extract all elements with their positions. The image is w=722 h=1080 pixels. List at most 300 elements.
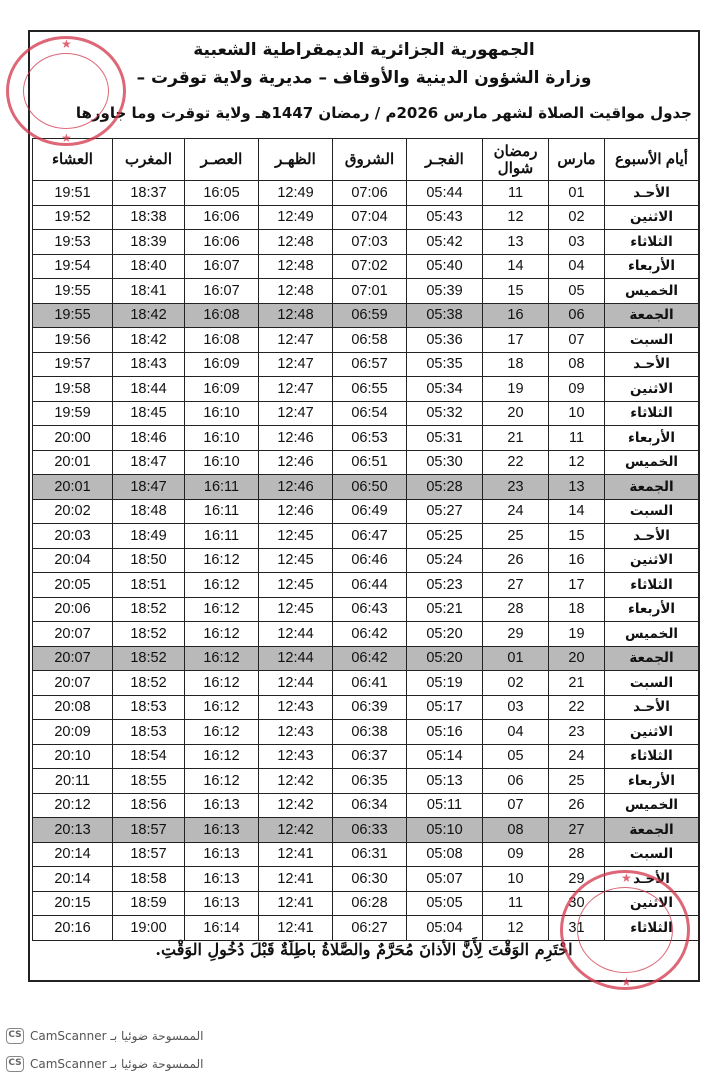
cell-shuruq: 06:50: [333, 475, 407, 500]
cell-maghrib: 18:49: [113, 524, 185, 549]
cell-march: 03: [549, 230, 605, 255]
cell-shuruq: 06:31: [333, 842, 407, 867]
camscanner-watermark-2: [0, 1054, 240, 1076]
cell-asr: 16:13: [185, 867, 259, 892]
header-maghrib: المغرب: [113, 139, 185, 181]
cell-maghrib: 18:42: [113, 303, 185, 328]
cell-day: الخميس: [605, 450, 699, 475]
table-row: [33, 303, 699, 328]
table-row: [33, 328, 699, 353]
cell-march: 07: [549, 328, 605, 353]
cell-shuruq: 06:53: [333, 426, 407, 451]
cell-dhuhr: 12:46: [259, 475, 333, 500]
cell-hijri: 25: [483, 524, 549, 549]
cell-day: الثلاثاء: [605, 230, 699, 255]
cell-asr: 16:07: [185, 254, 259, 279]
cell-fajr: 05:20: [407, 622, 483, 647]
cell-day: السبت: [605, 842, 699, 867]
cell-dhuhr: 12:47: [259, 401, 333, 426]
table-row: [33, 842, 699, 867]
cell-fajr: 05:19: [407, 671, 483, 696]
cell-maghrib: 19:00: [113, 916, 185, 941]
cell-march: 21: [549, 671, 605, 696]
cell-hijri: 20: [483, 401, 549, 426]
cell-shuruq: 06:28: [333, 891, 407, 916]
table-row: [33, 230, 699, 255]
cell-fajr: 05:20: [407, 646, 483, 671]
cell-march: 18: [549, 597, 605, 622]
cell-dhuhr: 12:44: [259, 646, 333, 671]
cell-maghrib: 18:54: [113, 744, 185, 769]
cell-isha: 20:00: [33, 426, 113, 451]
header-asr: العصـر: [185, 139, 259, 181]
cell-dhuhr: 12:41: [259, 842, 333, 867]
cell-maghrib: 18:45: [113, 401, 185, 426]
cell-isha: 19:54: [33, 254, 113, 279]
cell-maghrib: 18:52: [113, 671, 185, 696]
table-row: [33, 475, 699, 500]
cell-maghrib: 18:44: [113, 377, 185, 402]
cell-asr: 16:13: [185, 891, 259, 916]
cell-march: 14: [549, 499, 605, 524]
cell-asr: 16:12: [185, 646, 259, 671]
cell-day: الأربعاء: [605, 426, 699, 451]
cell-dhuhr: 12:45: [259, 548, 333, 573]
cell-maghrib: 18:53: [113, 695, 185, 720]
cell-shuruq: 07:06: [333, 181, 407, 206]
cell-asr: 16:12: [185, 548, 259, 573]
table-row: [33, 622, 699, 647]
cell-fajr: 05:39: [407, 279, 483, 304]
cell-fajr: 05:23: [407, 573, 483, 598]
cell-shuruq: 06:39: [333, 695, 407, 720]
cell-asr: 16:07: [185, 279, 259, 304]
header-fajr: الفجـر: [407, 139, 483, 181]
cell-isha: 20:08: [33, 695, 113, 720]
cell-maghrib: 18:46: [113, 426, 185, 451]
footer-note: احْتَرِم الوَقْتَ لِأَنَّ الأذانَ مُحَرَّمٌ والصَّلاةُ باطِلَةٌ قَبْلَ دُخُولِ الوَقْتِ.: [155, 940, 573, 959]
cell-asr: 16:11: [185, 499, 259, 524]
cell-fajr: 05:44: [407, 181, 483, 206]
cell-isha: 20:07: [33, 622, 113, 647]
cell-fajr: 05:11: [407, 793, 483, 818]
cell-fajr: 05:28: [407, 475, 483, 500]
cell-dhuhr: 12:48: [259, 230, 333, 255]
cell-maghrib: 18:47: [113, 450, 185, 475]
cell-hijri: 24: [483, 499, 549, 524]
cell-march: 13: [549, 475, 605, 500]
cell-dhuhr: 12:45: [259, 524, 333, 549]
cell-maghrib: 18:59: [113, 891, 185, 916]
cell-asr: 16:09: [185, 377, 259, 402]
cell-fajr: 05:07: [407, 867, 483, 892]
cell-shuruq: 06:44: [333, 573, 407, 598]
cell-asr: 16:10: [185, 450, 259, 475]
cell-march: 26: [549, 793, 605, 818]
cell-hijri: 03: [483, 695, 549, 720]
cell-shuruq: 06:27: [333, 916, 407, 941]
cell-fajr: 05:13: [407, 769, 483, 794]
camscanner-logo-icon: CS: [6, 1056, 24, 1072]
cell-hijri: 22: [483, 450, 549, 475]
cell-day: الأربعاء: [605, 597, 699, 622]
cell-march: 02: [549, 205, 605, 230]
cell-dhuhr: 12:41: [259, 867, 333, 892]
cell-shuruq: 06:59: [333, 303, 407, 328]
cell-dhuhr: 12:46: [259, 426, 333, 451]
cell-isha: 20:01: [33, 475, 113, 500]
cell-day: الأحـد: [605, 181, 699, 206]
cell-march: 09: [549, 377, 605, 402]
cell-hijri: 21: [483, 426, 549, 451]
header-isha: العشاء: [33, 139, 113, 181]
cell-hijri: 18: [483, 352, 549, 377]
cell-maghrib: 18:39: [113, 230, 185, 255]
cell-day: الاثنين: [605, 720, 699, 745]
cell-shuruq: 06:43: [333, 597, 407, 622]
cell-isha: 20:13: [33, 818, 113, 843]
cell-hijri: 27: [483, 573, 549, 598]
cell-shuruq: 07:03: [333, 230, 407, 255]
cell-fajr: 05:16: [407, 720, 483, 745]
cell-maghrib: 18:47: [113, 475, 185, 500]
cell-day: الجمعة: [605, 475, 699, 500]
cell-maghrib: 18:50: [113, 548, 185, 573]
cell-fajr: 05:10: [407, 818, 483, 843]
cell-isha: 20:15: [33, 891, 113, 916]
cell-dhuhr: 12:49: [259, 181, 333, 206]
cell-march: 28: [549, 842, 605, 867]
cell-asr: 16:13: [185, 842, 259, 867]
cell-isha: 19:53: [33, 230, 113, 255]
cell-hijri: 14: [483, 254, 549, 279]
cell-shuruq: 06:42: [333, 622, 407, 647]
cell-day: الاثنين: [605, 205, 699, 230]
cell-march: 04: [549, 254, 605, 279]
cell-hijri: 28: [483, 597, 549, 622]
cell-hijri: 15: [483, 279, 549, 304]
cell-isha: 20:11: [33, 769, 113, 794]
cell-day: الأحـد: [605, 352, 699, 377]
cell-hijri: 02: [483, 671, 549, 696]
cell-hijri: 11: [483, 181, 549, 206]
cell-dhuhr: 12:46: [259, 450, 333, 475]
cell-isha: 20:16: [33, 916, 113, 941]
cell-fajr: 05:43: [407, 205, 483, 230]
cell-fajr: 05:35: [407, 352, 483, 377]
cell-march: 10: [549, 401, 605, 426]
cell-shuruq: 07:01: [333, 279, 407, 304]
cell-asr: 16:13: [185, 793, 259, 818]
cell-isha: 20:12: [33, 793, 113, 818]
cell-hijri: 08: [483, 818, 549, 843]
cell-isha: 19:58: [33, 377, 113, 402]
cell-march: 12: [549, 450, 605, 475]
cell-shuruq: 07:02: [333, 254, 407, 279]
header-hijri: رمضان شوال: [483, 139, 549, 181]
table-row: [33, 450, 699, 475]
cell-dhuhr: 12:42: [259, 793, 333, 818]
table-row: [33, 181, 699, 206]
cell-shuruq: 06:46: [333, 548, 407, 573]
cell-asr: 16:12: [185, 597, 259, 622]
table-row: [33, 352, 699, 377]
cell-maghrib: 18:38: [113, 205, 185, 230]
cell-fajr: 05:42: [407, 230, 483, 255]
cell-fajr: 05:36: [407, 328, 483, 353]
cell-isha: 19:55: [33, 303, 113, 328]
cell-shuruq: 06:47: [333, 524, 407, 549]
cell-asr: 16:12: [185, 573, 259, 598]
cell-shuruq: 06:42: [333, 646, 407, 671]
cell-hijri: 26: [483, 548, 549, 573]
cell-day: الجمعة: [605, 818, 699, 843]
cell-day: الأربعاء: [605, 254, 699, 279]
header-day: أيام الأسبوع: [605, 139, 699, 181]
cell-march: 08: [549, 352, 605, 377]
cell-day: الثلاثاء: [605, 573, 699, 598]
cell-asr: 16:12: [185, 622, 259, 647]
watermark-text: الممسوحة ضوئيا بـ CamScanner: [30, 1057, 204, 1071]
cell-maghrib: 18:48: [113, 499, 185, 524]
cell-day: الخميس: [605, 793, 699, 818]
cell-march: 30: [549, 891, 605, 916]
cell-isha: 20:01: [33, 450, 113, 475]
cell-asr: 16:12: [185, 744, 259, 769]
cell-march: 25: [549, 769, 605, 794]
cell-day: الخميس: [605, 279, 699, 304]
table-row: [33, 205, 699, 230]
cell-shuruq: 06:34: [333, 793, 407, 818]
cell-maghrib: 18:51: [113, 573, 185, 598]
cell-asr: 16:12: [185, 720, 259, 745]
cell-dhuhr: 12:47: [259, 328, 333, 353]
cell-shuruq: 06:54: [333, 401, 407, 426]
cell-day: الثلاثاء: [605, 401, 699, 426]
cell-fajr: 05:40: [407, 254, 483, 279]
cell-fajr: 05:21: [407, 597, 483, 622]
cell-isha: 20:04: [33, 548, 113, 573]
cell-isha: 19:57: [33, 352, 113, 377]
republic-title: الجمهورية الجزائرية الديمقراطية الشعبية: [193, 40, 535, 60]
cell-march: 27: [549, 818, 605, 843]
cell-day: الاثنين: [605, 548, 699, 573]
cell-dhuhr: 12:47: [259, 352, 333, 377]
cell-asr: 16:05: [185, 181, 259, 206]
cell-dhuhr: 12:44: [259, 671, 333, 696]
cell-shuruq: 06:33: [333, 818, 407, 843]
table-header-row: [33, 139, 699, 181]
cell-asr: 16:11: [185, 475, 259, 500]
table-row: [33, 279, 699, 304]
table-row: [33, 548, 699, 573]
cell-shuruq: 06:49: [333, 499, 407, 524]
cell-day: الأحـد: [605, 867, 699, 892]
cell-day: الثلاثاء: [605, 744, 699, 769]
cell-maghrib: 18:40: [113, 254, 185, 279]
cell-asr: 16:10: [185, 426, 259, 451]
cell-maghrib: 18:41: [113, 279, 185, 304]
cell-maghrib: 18:42: [113, 328, 185, 353]
cell-march: 11: [549, 426, 605, 451]
ministry-title: وزارة الشؤون الدينية والأوقاف – مديرية ولاية توقرت –: [136, 68, 592, 88]
cell-hijri: 19: [483, 377, 549, 402]
cell-dhuhr: 12:43: [259, 720, 333, 745]
cell-hijri: 16: [483, 303, 549, 328]
cell-shuruq: 06:37: [333, 744, 407, 769]
cell-hijri: 12: [483, 205, 549, 230]
cell-isha: 20:07: [33, 646, 113, 671]
cell-isha: 19:55: [33, 279, 113, 304]
cell-hijri: 29: [483, 622, 549, 647]
schedule-title: جدول مواقيت الصلاة لشهر مارس 2026م / رمضان 1447هـ ولاية توقرت وما جاورها: [75, 104, 692, 122]
cell-maghrib: 18:43: [113, 352, 185, 377]
cell-dhuhr: 12:43: [259, 695, 333, 720]
cell-isha: 20:09: [33, 720, 113, 745]
cell-fajr: 05:17: [407, 695, 483, 720]
cell-isha: 20:07: [33, 671, 113, 696]
header-dhuhr: الظهـر: [259, 139, 333, 181]
cell-fajr: 05:24: [407, 548, 483, 573]
table-row: [33, 254, 699, 279]
header-march: مارس: [549, 139, 605, 181]
document-page: [28, 30, 700, 982]
table-row: [33, 744, 699, 769]
cell-isha: 19:59: [33, 401, 113, 426]
table-row: [33, 793, 699, 818]
cell-fajr: 05:25: [407, 524, 483, 549]
cell-isha: 20:05: [33, 573, 113, 598]
watermark-text: الممسوحة ضوئيا بـ CamScanner: [30, 1029, 204, 1043]
cell-dhuhr: 12:43: [259, 744, 333, 769]
cell-march: 20: [549, 646, 605, 671]
table-row: [33, 597, 699, 622]
cell-dhuhr: 12:41: [259, 891, 333, 916]
cell-day: الثلاثاء: [605, 916, 699, 941]
cell-dhuhr: 12:49: [259, 205, 333, 230]
cell-maghrib: 18:56: [113, 793, 185, 818]
cell-isha: 20:10: [33, 744, 113, 769]
header-shuruq: الشروق: [333, 139, 407, 181]
cell-shuruq: 06:30: [333, 867, 407, 892]
table-row: [33, 377, 699, 402]
cell-dhuhr: 12:44: [259, 622, 333, 647]
table-row: [33, 401, 699, 426]
cell-asr: 16:10: [185, 401, 259, 426]
cell-dhuhr: 12:45: [259, 573, 333, 598]
camscanner-watermark-1: [0, 1026, 240, 1048]
table-row: [33, 426, 699, 451]
cell-maghrib: 18:37: [113, 181, 185, 206]
cell-fajr: 05:38: [407, 303, 483, 328]
cell-hijri: 23: [483, 475, 549, 500]
cell-maghrib: 18:52: [113, 622, 185, 647]
cell-dhuhr: 12:45: [259, 597, 333, 622]
table-row: [33, 720, 699, 745]
cell-asr: 16:11: [185, 524, 259, 549]
cell-hijri: 11: [483, 891, 549, 916]
cell-fajr: 05:31: [407, 426, 483, 451]
table-row: [33, 818, 699, 843]
cell-asr: 16:06: [185, 230, 259, 255]
prayer-times-table: [32, 138, 699, 941]
cell-maghrib: 18:57: [113, 842, 185, 867]
cell-fajr: 05:34: [407, 377, 483, 402]
table-row: [33, 573, 699, 598]
cell-dhuhr: 12:42: [259, 818, 333, 843]
cell-shuruq: 06:38: [333, 720, 407, 745]
cell-fajr: 05:08: [407, 842, 483, 867]
cell-hijri: 07: [483, 793, 549, 818]
cell-march: 01: [549, 181, 605, 206]
cell-dhuhr: 12:47: [259, 377, 333, 402]
cell-dhuhr: 12:48: [259, 279, 333, 304]
cell-fajr: 05:27: [407, 499, 483, 524]
cell-asr: 16:08: [185, 303, 259, 328]
cell-isha: 20:02: [33, 499, 113, 524]
cell-march: 16: [549, 548, 605, 573]
cell-day: الاثنين: [605, 891, 699, 916]
cell-day: الخميس: [605, 622, 699, 647]
cell-isha: 19:56: [33, 328, 113, 353]
cell-isha: 20:14: [33, 842, 113, 867]
cell-dhuhr: 12:42: [259, 769, 333, 794]
cell-march: 17: [549, 573, 605, 598]
cell-maghrib: 18:52: [113, 597, 185, 622]
cell-march: 29: [549, 867, 605, 892]
cell-march: 24: [549, 744, 605, 769]
cell-asr: 16:13: [185, 818, 259, 843]
cell-asr: 16:12: [185, 671, 259, 696]
cell-day: الجمعة: [605, 303, 699, 328]
cell-shuruq: 06:35: [333, 769, 407, 794]
cell-hijri: 13: [483, 230, 549, 255]
cell-dhuhr: 12:41: [259, 916, 333, 941]
cell-day: السبت: [605, 499, 699, 524]
cell-fajr: 05:30: [407, 450, 483, 475]
cell-hijri: 06: [483, 769, 549, 794]
cell-shuruq: 06:57: [333, 352, 407, 377]
cell-day: الجمعة: [605, 646, 699, 671]
document-header: [30, 32, 698, 132]
table-row: [33, 695, 699, 720]
cell-march: 23: [549, 720, 605, 745]
official-stamp-top: ★ ★: [6, 36, 126, 146]
cell-march: 31: [549, 916, 605, 941]
table-row: [33, 671, 699, 696]
cell-day: الاثنين: [605, 377, 699, 402]
cell-march: 15: [549, 524, 605, 549]
cell-isha: 20:14: [33, 867, 113, 892]
cell-isha: 20:06: [33, 597, 113, 622]
cell-dhuhr: 12:48: [259, 254, 333, 279]
cell-shuruq: 07:04: [333, 205, 407, 230]
table-row: [33, 646, 699, 671]
official-stamp-bottom: ★ ★: [560, 870, 690, 990]
table-row: [33, 769, 699, 794]
cell-maghrib: 18:58: [113, 867, 185, 892]
cell-fajr: 05:14: [407, 744, 483, 769]
cell-hijri: 17: [483, 328, 549, 353]
cell-isha: 20:03: [33, 524, 113, 549]
cell-isha: 19:51: [33, 181, 113, 206]
cell-march: 05: [549, 279, 605, 304]
cell-hijri: 01: [483, 646, 549, 671]
cell-day: الأحـد: [605, 695, 699, 720]
cell-asr: 16:08: [185, 328, 259, 353]
cell-shuruq: 06:51: [333, 450, 407, 475]
cell-march: 06: [549, 303, 605, 328]
